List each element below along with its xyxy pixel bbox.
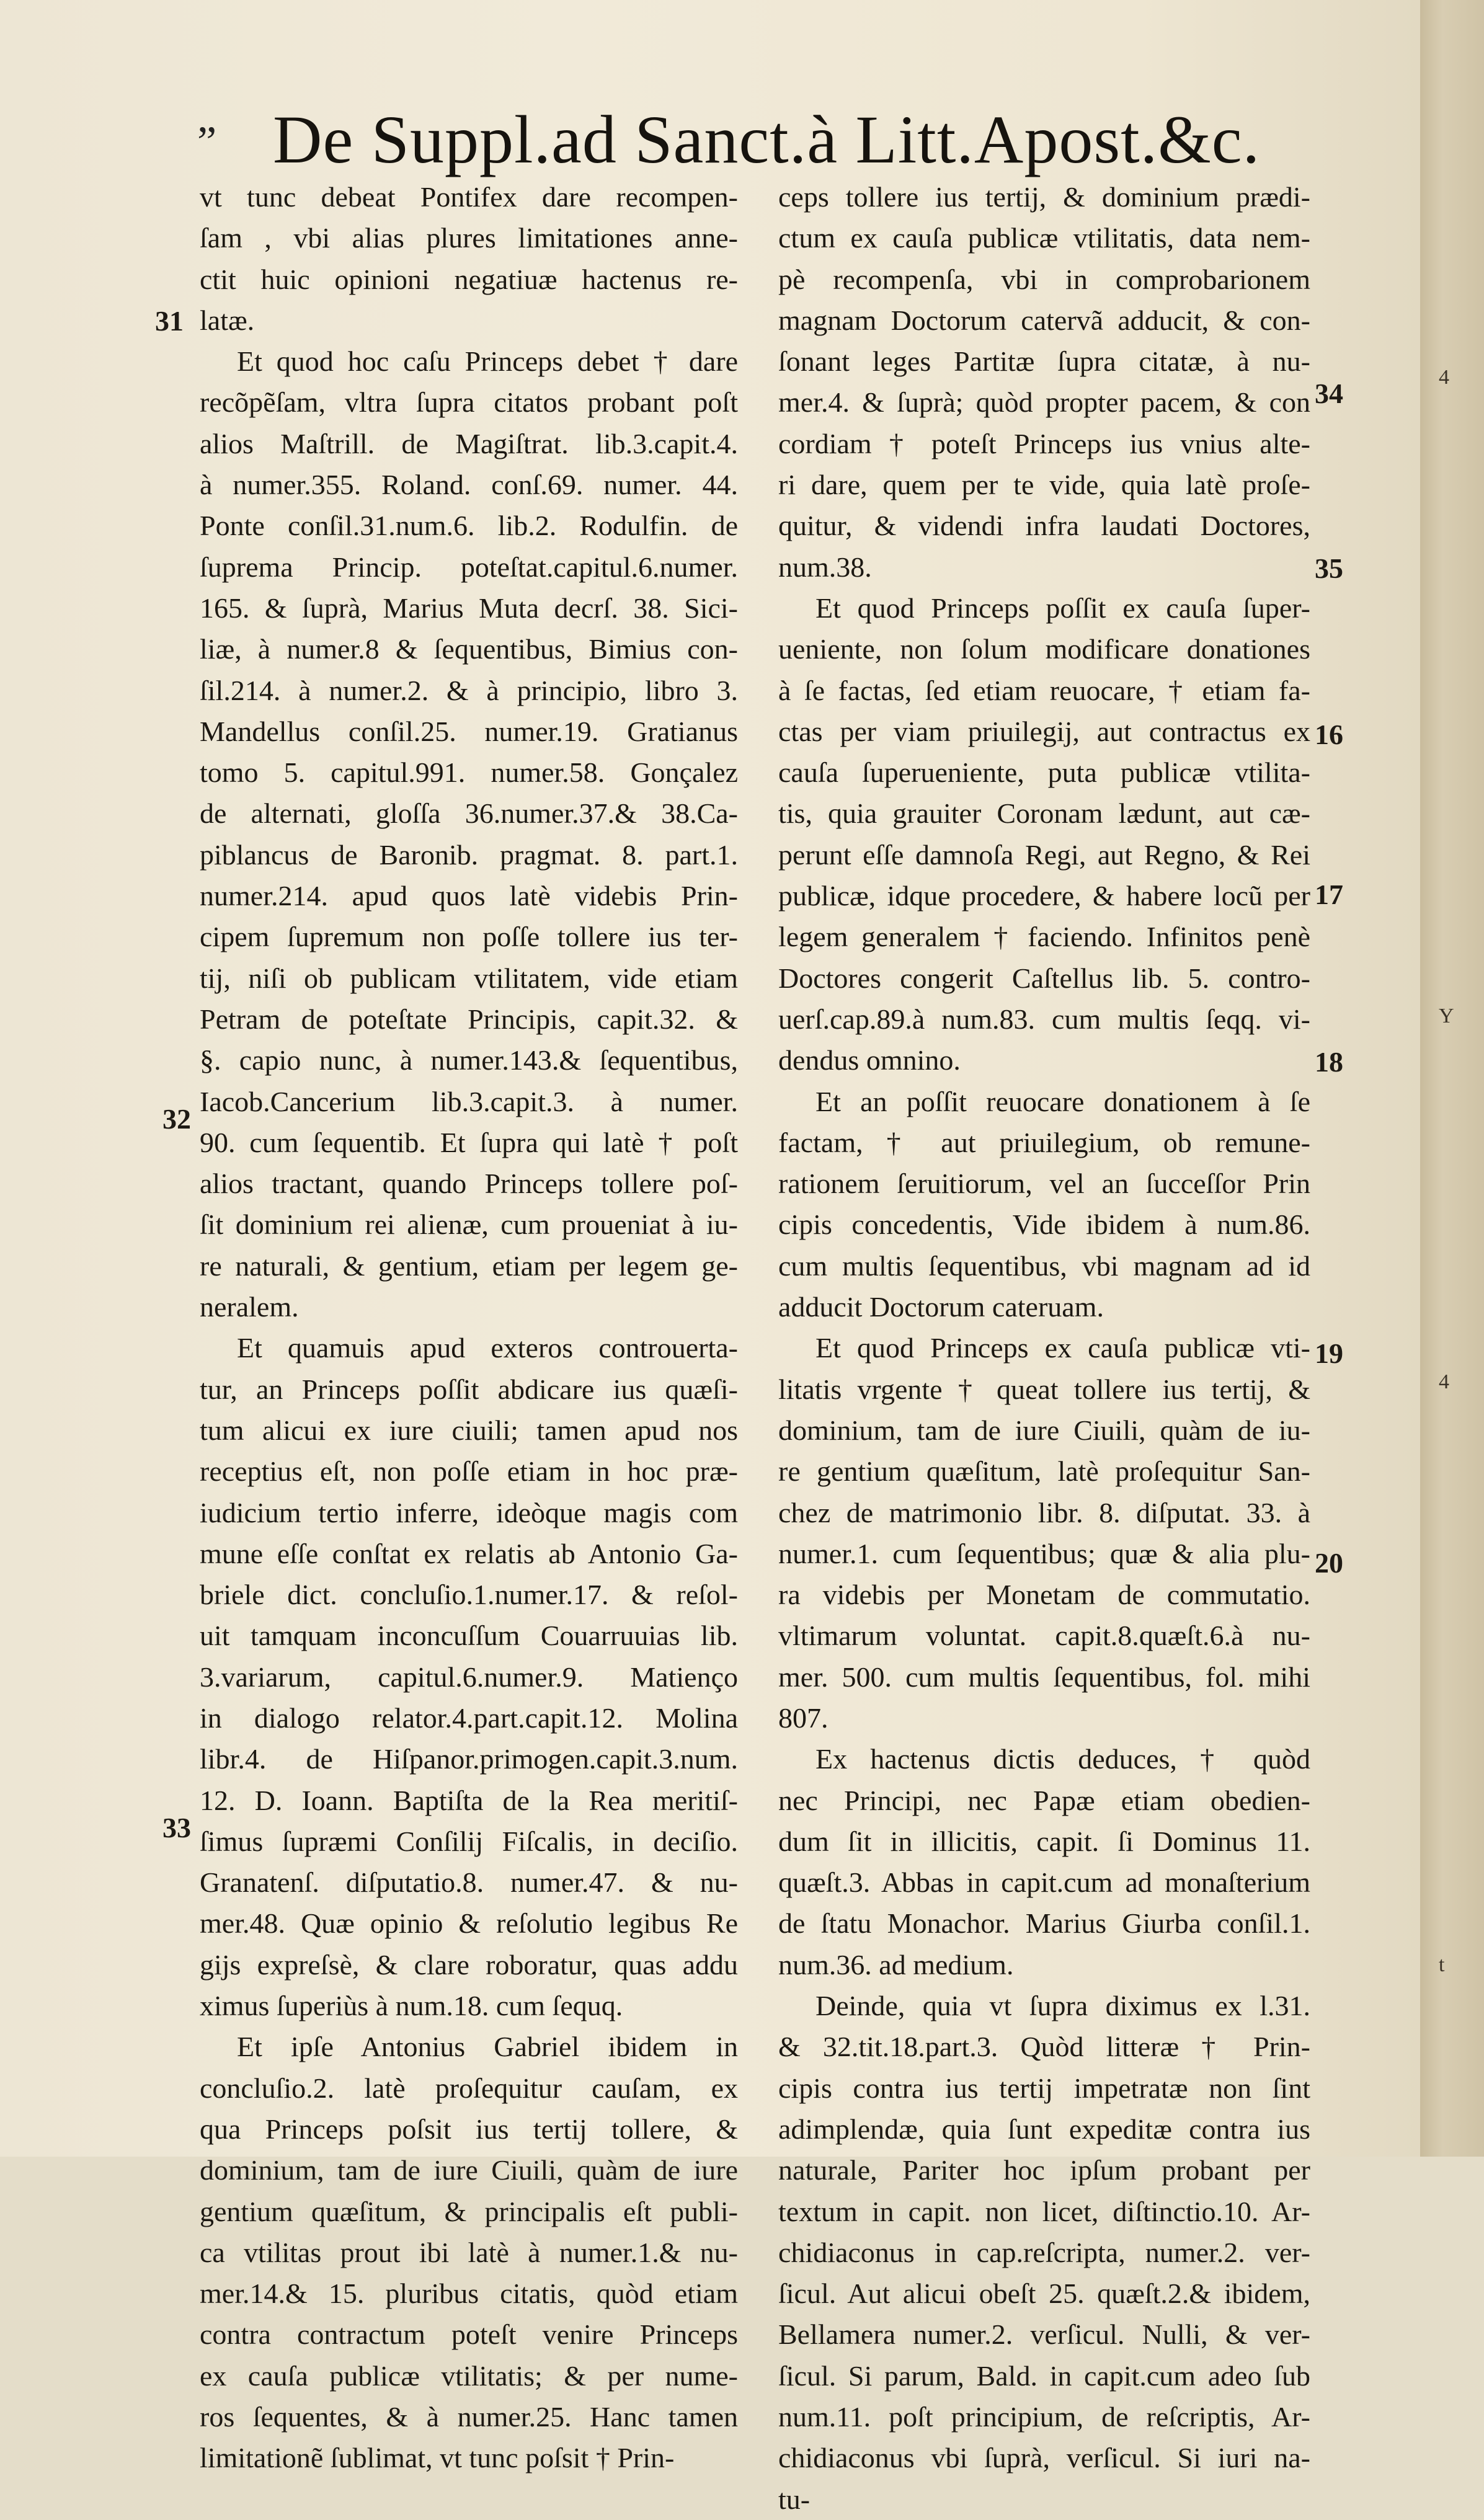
text-line: ceps tollere ius tertij, & dominium prædi-: [778, 181, 1310, 213]
text-line: ctas per viam priuilegij, aut contractus ex: [778, 715, 1310, 747]
text-line: Et an poſſit reuocare donationem à ſe: [815, 1085, 1310, 1117]
text-line: ca vtilitas prout ibi latè à numer.1.& nu-: [200, 2236, 738, 2268]
left-column: [200, 177, 738, 2479]
text-line: à numer.355. Roland. conſ.69. numer. 44.: [200, 469, 738, 501]
text-line: magnam Doctorum catervã adducit, & con-: [778, 304, 1310, 336]
text-line: rationem ſeruitiorum, vel an ſucceſſor Prin: [778, 1168, 1310, 1200]
text-line: de alternati, gloſſa 36.numer.37.& 38.Ca-: [200, 797, 738, 830]
text-line: tomo 5. capitul.991. numer.58. Gonçalez: [200, 756, 738, 789]
text-line: quitur, & videndi infra laudati Doctores,: [778, 510, 1310, 542]
text-line: briele dict. concluſio.1.numer.17. & reſol-: [200, 1579, 738, 1611]
text-line: 3.variarum, capitul.6.numer.9. Matienço: [200, 1661, 738, 1693]
text-line: uerſ.cap.89.à num.83. cum multis ſeqq. vi-: [778, 1003, 1310, 1035]
text-line: gijs expreſsè, & clare roboratur, quas addu: [200, 1948, 738, 1981]
text-line: 165. & ſuprà, Marius Muta decrſ. 38. Sici-: [200, 592, 738, 624]
edge-mark: 4: [1439, 366, 1449, 389]
text-line: ſam , vbi alias plures limitationes anne-: [200, 222, 738, 254]
text-line: cipis concedentis, Vide ibidem à num.86.: [778, 1209, 1310, 1241]
text-line: adimplendæ, quia ſunt expeditæ contra ius: [778, 2113, 1310, 2145]
margin-number: 32: [162, 1103, 191, 1135]
text-line: Bellamera numer.2. verſicul. Nulli, & ver-: [778, 2318, 1310, 2351]
text-line: Et quod Princeps ex cauſa publicæ vti-: [815, 1332, 1310, 1364]
margin-number: 19: [1315, 1338, 1343, 1369]
text-line: tis, quia grauiter Coronam lædunt, aut cæ-: [778, 797, 1310, 830]
text-line: Mandellus conſil.25. numer.19. Gratianus: [200, 715, 738, 747]
text-line: chidiaconus vbi ſuprà, verſicul. Si iuri na-: [778, 2442, 1310, 2474]
text-line: de ſtatu Monachor. Marius Giurba conſil.1.: [778, 1907, 1310, 1940]
text-line: tum alicui ex iure ciuili; tamen apud nos: [200, 1414, 738, 1446]
text-line: cipem ſupremum non poſſe tollere ius ter-: [200, 921, 738, 953]
text-line: receptius eſt, non poſſe etiam in hoc præ-: [200, 1455, 738, 1488]
text-line: ſimus ſupræmi Conſilij Fiſcalis, in deciſio.: [200, 1825, 738, 1857]
text-line: concluſio.2. latè proſequitur cauſam, ex: [200, 2072, 738, 2104]
text-line: ri dare, quem per te vide, quia latè proſe-: [778, 469, 1310, 501]
text-line: 90. cum ſequentib. Et ſupra qui latè † poſt: [200, 1126, 738, 1158]
edge-mark: Y: [1439, 1005, 1454, 1027]
text-line: in dialogo relator.4.part.capit.12. Molina: [200, 1701, 738, 1734]
text-line: publicæ, idque procedere, & habere locũ per: [778, 880, 1310, 912]
right-column: [778, 177, 1310, 2520]
text-line: cum multis ſequentibus, vbi magnam ad id: [778, 1249, 1310, 1282]
margin-number: 31: [155, 305, 184, 337]
text-line: piblancus de Baronib. pragmat. 8. part.1.: [200, 838, 738, 871]
text-line: cipis contra ius tertij impetratæ non ſint: [778, 2072, 1310, 2104]
text-line: neralem.: [200, 1291, 299, 1323]
adjacent-page-edge: [1420, 0, 1484, 2157]
header-ornament: „: [197, 94, 217, 141]
text-line: à ſe factas, ſed etiam reuocare, † etiam fa-: [778, 674, 1310, 706]
text-line: Ponte conſil.31.num.6. lib.2. Rodulfin. de: [200, 510, 738, 542]
text-line: num.38.: [778, 551, 872, 583]
text-line: dominium, tam de iure Ciuili, quàm de iure: [200, 2154, 738, 2186]
margin-number: 35: [1315, 552, 1343, 584]
edge-mark: t: [1439, 1953, 1445, 1976]
text-line: tu-: [778, 2483, 811, 2515]
edge-mark: 4: [1439, 1370, 1449, 1393]
text-line: contra contractum poteſt venire Princeps: [200, 2318, 738, 2351]
margin-number: 33: [162, 1812, 191, 1843]
text-line: Petram de poteſtate Principis, capit.32. &: [200, 1003, 738, 1035]
text-line: ex cauſa publicæ vtilitatis; & per nume-: [200, 2359, 738, 2392]
text-line: & 32.tit.18.part.3. Quòd litteræ † Prin-: [778, 2031, 1310, 2063]
text-line: alios Maſtrill. de Magiſtrat. lib.3.capit.4.: [200, 427, 738, 459]
text-line: numer.214. apud quos latè videbis Prin-: [200, 880, 738, 912]
text-line: limitationẽ ſublimat, vt tunc poſsit † Prin-: [200, 2442, 675, 2474]
text-line: Et ipſe Antonius Gabriel ibidem in: [237, 2031, 738, 2063]
text-line: re gentium quæſitum, latè proſequitur San-: [778, 1455, 1310, 1488]
text-line: Et quod hoc caſu Princeps debet † dare: [237, 345, 738, 378]
text-line: ſuprema Princip. poteſtat.capitul.6.numer.: [200, 551, 738, 583]
text-line: Granatenſ. diſputatio.8. numer.47. & nu-: [200, 1866, 738, 1899]
text-line: tur, an Princeps poſſit abdicare ius quæſi-: [200, 1373, 738, 1405]
text-line: mer.48. Quæ opinio & reſolutio legibus Re: [200, 1907, 738, 1940]
text-line: liæ, à numer.8 & ſequentibus, Bimius con-: [200, 633, 738, 665]
text-line: chidiaconus in cap.reſcripta, numer.2. ver-: [778, 2236, 1310, 2268]
text-line: cauſa ſuperueniente, puta publicæ vtilita-: [778, 756, 1310, 789]
text-line: dendus omnino.: [778, 1044, 961, 1076]
text-line: pè recompenſa, vbi in comprobarionem: [778, 263, 1310, 295]
text-line: mer.14.& 15. pluribus citatis, quòd etiam: [200, 2278, 738, 2310]
text-line: 12. D. Ioann. Baptiſta de la Rea meritiſ-: [200, 1784, 738, 1816]
text-line: ra videbis per Monetam de commutatio.: [778, 1579, 1310, 1611]
margin-number: 17: [1315, 879, 1343, 910]
text-line: tij, niſi ob publicam vtilitatem, vide etiam: [200, 962, 738, 994]
text-line: mune eſſe conſtat ex relatis ab Antonio Ga-: [200, 1537, 738, 1569]
text-line: ſicul. Si parum, Bald. in capit.cum adeo ſub: [778, 2359, 1310, 2392]
text-line: alios tractant, quando Princeps tollere poſ-: [200, 1168, 738, 1200]
text-line: perunt eſſe damnoſa Regi, aut Regno, & Rei: [778, 838, 1310, 871]
margin-number: 18: [1315, 1046, 1343, 1078]
text-line: ſicul. Aut alicui obeſt 25. quæſt.2.& ibidem,: [778, 2278, 1310, 2310]
text-line: Ex hactenus dictis deduces, † quòd: [815, 1743, 1310, 1775]
text-line: dum ſit in illicitis, capit. ſi Dominus 11.: [778, 1825, 1310, 1857]
text-line: mer. 500. cum multis ſequentibus, fol. mihi: [778, 1661, 1310, 1693]
text-line: ros ſequentes, & à numer.25. Hanc tamen: [200, 2401, 738, 2433]
text-line: ueniente, non ſolum modificare donationes: [778, 633, 1310, 665]
text-line: uit tamquam inconcuſſum Couarruuias lib.: [200, 1620, 738, 1652]
text-line: vltimarum voluntat. capit.8.quæſt.6.à nu-: [778, 1620, 1310, 1652]
text-line: chez de matrimonio libr. 8. diſputat. 33. à: [778, 1496, 1310, 1528]
text-line: latæ.: [200, 304, 255, 336]
text-line: quæſt.3. Abbas in capit.cum ad monaſterium: [778, 1866, 1310, 1899]
text-line: textum in capit. non licet, diſtinctio.10. Ar-: [778, 2195, 1310, 2227]
text-line: ſil.214. à numer.2. & à principio, libro 3.: [200, 674, 738, 706]
text-line: factam, † aut priuilegium, ob remune-: [778, 1126, 1310, 1158]
text-line: nec Principi, nec Papæ etiam obedien-: [778, 1784, 1310, 1816]
text-line: §. capio nunc, à numer.143.& ſequentibus,: [200, 1044, 738, 1076]
text-line: re naturali, & gentium, etiam per legem ge-: [200, 1249, 738, 1282]
text-line: num.11. poſt principium, de reſcriptis, Ar-: [778, 2401, 1310, 2433]
running-header: De Suppl.ad Sanct.à Litt.Apost.&c.: [273, 102, 1261, 177]
margin-number: 16: [1315, 719, 1343, 750]
text-line: litatis vrgente † queat tollere ius tertij, &: [778, 1373, 1310, 1405]
text-line: naturale, Pariter hoc ipſum probant per: [778, 2154, 1310, 2186]
text-line: gentium quæſitum, & principalis eſt publi-: [200, 2195, 738, 2227]
text-line: ctit huic opinioni negatiuæ hactenus re-: [200, 263, 738, 295]
text-line: Et quamuis apud exteros controuerta-: [237, 1332, 738, 1364]
text-line: legem generalem † faciendo. Infinitos penè: [778, 921, 1310, 953]
margin-number: 34: [1315, 378, 1343, 409]
text-line: adducit Doctorum cateruam.: [778, 1291, 1104, 1323]
text-line: Doctores congerit Caſtellus lib. 5. contro-: [778, 962, 1310, 994]
text-line: Et quod Princeps poſſit ex cauſa ſuper-: [815, 592, 1310, 624]
text-line: ſit dominium rei alienæ, cum proueniat à iu-: [200, 1209, 738, 1241]
text-line: ximus ſuperiùs à num.18. cum ſequq.: [200, 1990, 623, 2022]
text-line: ctum ex cauſa publicæ vtilitatis, data nem-: [778, 222, 1310, 254]
text-line: vt tunc debeat Pontifex dare recompen-: [200, 181, 738, 213]
text-line: numer.1. cum ſequentibus; quæ & alia plu-: [778, 1537, 1310, 1569]
text-line: ſonant leges Partitæ ſupra citatæ, à nu-: [778, 345, 1310, 378]
text-line: Deinde, quia vt ſupra diximus ex l.31.: [815, 1990, 1310, 2022]
margin-number: 20: [1315, 1547, 1343, 1579]
text-line: dominium, tam de iure Ciuili, quàm de iu-: [778, 1414, 1310, 1446]
text-line: num.36. ad medium.: [778, 1948, 1014, 1981]
text-line: mer.4. & ſuprà; quòd propter pacem, & con: [778, 386, 1310, 419]
text-line: recõpẽſam, vltra ſupra citatos probant poſt: [200, 386, 738, 419]
text-line: Iacob.Cancerium lib.3.capit.3. à numer.: [200, 1085, 738, 1117]
text-line: qua Princeps poſsit ius tertij tollere, &: [200, 2113, 738, 2145]
text-line: cordiam † poteſt Princeps ius vnius alte-: [778, 427, 1310, 459]
text-line: iudicium tertio inferre, ideòque magis com: [200, 1496, 738, 1528]
text-line: libr.4. de Hiſpanor.primogen.capit.3.num.: [200, 1743, 738, 1775]
text-line: 807.: [778, 1701, 829, 1734]
